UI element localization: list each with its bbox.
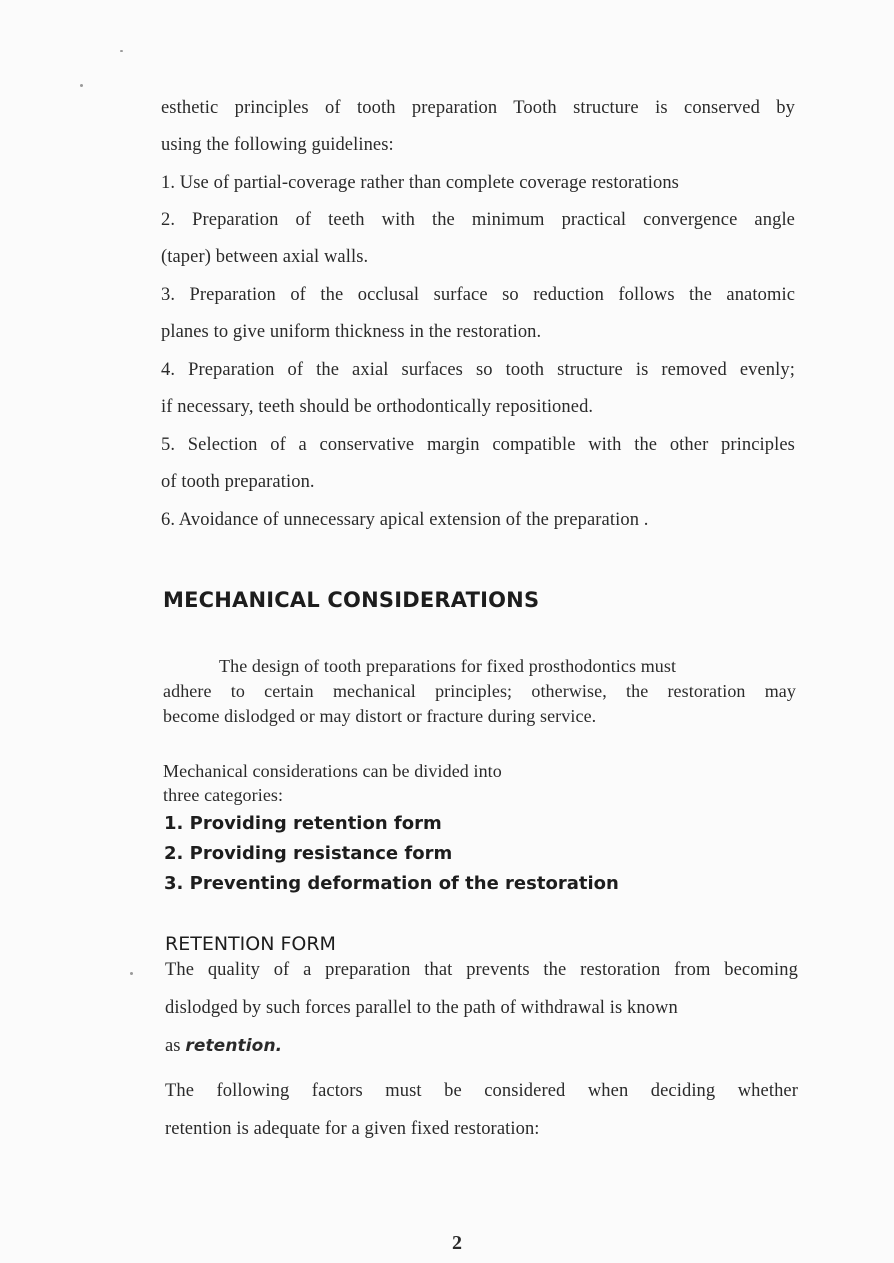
retention-prefix: as [165, 1036, 186, 1056]
retention-line: dislodged by such forces parallel to the path of withdrawal is known [165, 998, 678, 1018]
guideline-item: (taper) between axial walls. [161, 247, 369, 267]
subsection-heading: RETENTION FORM [165, 933, 336, 955]
category-item: 3. Preventing deformation of the restoration [164, 873, 619, 894]
scan-speck [80, 84, 83, 87]
page-number: 2 [452, 1232, 462, 1254]
guideline-item: 4. Preparation of the axial surfaces so tooth structure is removed evenly; [161, 360, 795, 380]
guideline-item: 3. Preparation of the occlusal surface so reduction follows the anatomic [161, 285, 795, 305]
retention-term: retention. [185, 1036, 283, 1056]
category-item: 1. Providing retention form [164, 813, 442, 834]
guideline-item: of tooth preparation. [161, 472, 315, 492]
scan-speck [130, 972, 133, 975]
paragraph-line: adhere to certain mechanical principles; otherwise, the restoration may [163, 681, 796, 701]
section-heading: MECHANICAL CONSIDERATIONS [163, 588, 540, 612]
retention-line: The following factors must be considered when deciding whether [165, 1081, 798, 1101]
intro-line: using the following guidelines: [161, 135, 394, 155]
guideline-item: if necessary, teeth should be orthodontically repositioned. [161, 397, 594, 417]
retention-definition [165, 1036, 282, 1057]
retention-line: The quality of a preparation that prevents the restoration from becoming [165, 960, 798, 980]
categories-intro: three categories: [163, 785, 284, 805]
categories-intro: Mechanical considerations can be divided into [163, 761, 502, 781]
guideline-item: 5. Selection of a conservative margin compatible with the other principles [161, 435, 795, 455]
guideline-item: planes to give uniform thickness in the restoration. [161, 322, 542, 342]
guideline-item: 1. Use of partial-coverage rather than complete coverage restorations [161, 173, 679, 193]
intro-line: esthetic principles of tooth preparation Tooth structure is conserved by [161, 98, 795, 118]
scan-speck [120, 50, 123, 52]
retention-line: retention is adequate for a given fixed restoration: [165, 1119, 540, 1139]
paragraph-line: The design of tooth preparations for fixed prosthodontics must [219, 656, 677, 676]
paragraph-line: become dislodged or may distort or fracture during service. [163, 706, 597, 726]
category-item: 2. Providing resistance form [164, 843, 453, 864]
guideline-item: 6. Avoidance of unnecessary apical extension of the preparation . [161, 510, 649, 530]
guideline-item: 2. Preparation of teeth with the minimum practical convergence angle [161, 210, 795, 230]
